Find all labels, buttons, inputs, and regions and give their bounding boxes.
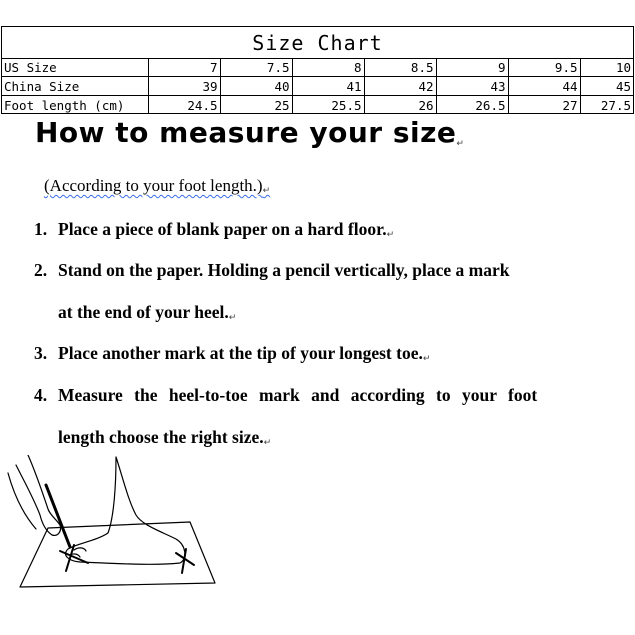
row-label: Foot length (cm) [2, 96, 148, 115]
step-number: 3. [34, 343, 48, 363]
table-row-foot-length [2, 96, 633, 115]
row-label: US Size [2, 58, 148, 77]
table-cell: 7 [148, 58, 220, 77]
table-cell: 26 [364, 96, 436, 115]
step-text: Place another mark at the tip of your longest toe.↵ [58, 343, 431, 364]
step-text: length choose the right size.↵ [58, 427, 272, 448]
table-cell: 9 [436, 58, 508, 77]
table-cell: 10 [580, 58, 633, 77]
how-to-measure-heading [35, 116, 464, 149]
measurement-note [44, 176, 270, 196]
row-label: China Size [2, 77, 148, 96]
table-row-china-size [2, 77, 633, 96]
paragraph-mark: ↵ [456, 139, 465, 149]
size-chart [1, 26, 634, 114]
table-cell: 8.5 [364, 58, 436, 77]
step-number: 1. [34, 219, 48, 239]
table-cell: 7.5 [220, 58, 292, 77]
table-cell: 45 [580, 77, 633, 96]
note-text: (According to your foot length.) [44, 176, 263, 195]
paragraph-mark: ↵ [422, 354, 431, 364]
table-cell: 24.5 [148, 96, 220, 115]
paragraph-mark: ↵ [263, 438, 272, 448]
forearm-outline [8, 473, 36, 529]
step-number: 4. [34, 385, 48, 405]
heel-mark [176, 549, 194, 573]
paragraph-mark: ↵ [386, 230, 395, 240]
step-text: Measure the heel-to-toe mark and according to your foot [58, 385, 538, 405]
size-chart-title: Size Chart [2, 27, 633, 59]
step-number: 2. [34, 260, 48, 280]
table-cell: 41 [292, 77, 364, 96]
table-cell: 40 [220, 77, 292, 96]
table-cell: 25 [220, 96, 292, 115]
heading-text: How to measure your size [35, 116, 457, 149]
step-text: at the end of your heel.↵ [58, 302, 237, 323]
table-cell: 27.5 [580, 96, 633, 115]
table-cell: 27 [508, 96, 580, 115]
toe-line [74, 548, 86, 551]
table-cell: 9.5 [508, 58, 580, 77]
table-cell: 25.5 [292, 96, 364, 115]
table-row-us-size [2, 58, 633, 77]
paragraph-mark: ↵ [262, 186, 271, 196]
hand-outline [16, 455, 61, 535]
table-cell: 44 [508, 77, 580, 96]
paragraph-mark: ↵ [228, 313, 237, 323]
step-text: Place a piece of blank paper on a hard floor.↵ [58, 219, 395, 240]
foot-measuring-illustration-icon [0, 455, 240, 590]
table-cell: 26.5 [436, 96, 508, 115]
table-cell: 42 [364, 77, 436, 96]
size-chart-table [2, 58, 633, 114]
pencil [46, 485, 70, 547]
table-cell: 8 [292, 58, 364, 77]
table-cell: 39 [148, 77, 220, 96]
table-cell: 43 [436, 77, 508, 96]
step-text: Stand on the paper. Holding a pencil vertically, place a mark [58, 260, 510, 280]
